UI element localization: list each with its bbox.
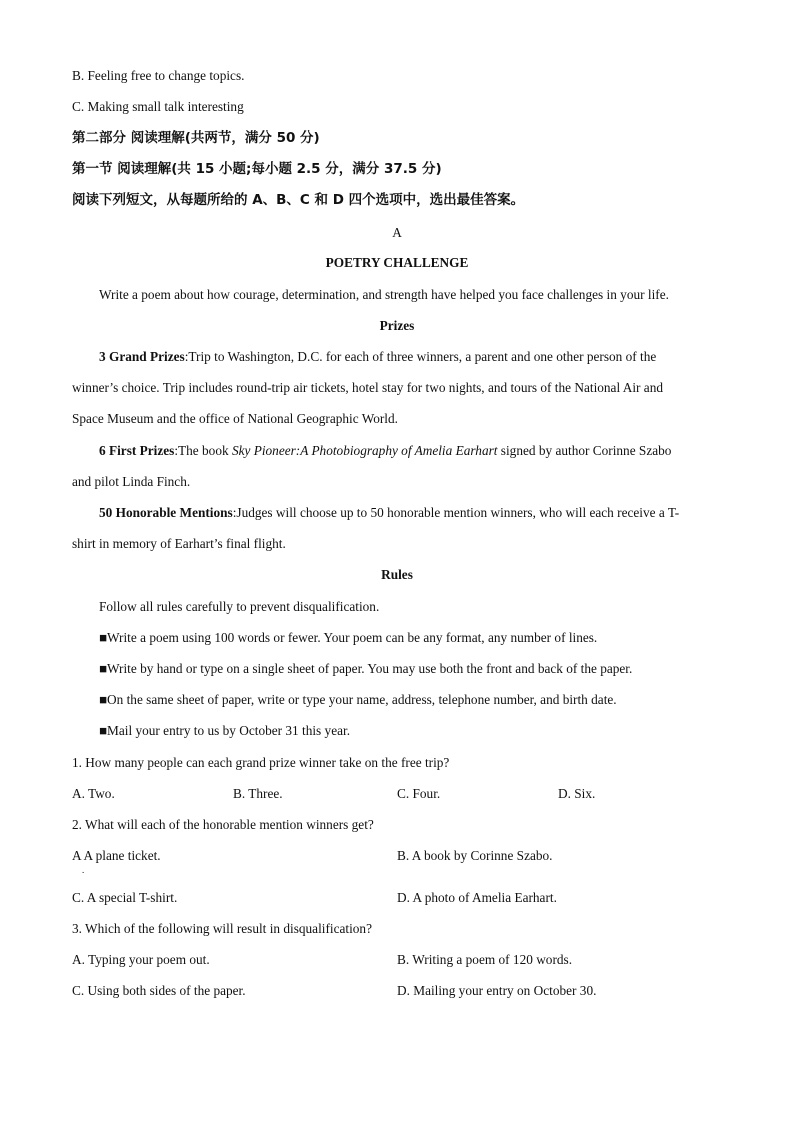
q1-option-c: C. Four. xyxy=(397,786,441,801)
honorable-line1 xyxy=(99,504,679,522)
rule-item: ■Write a poem using 100 words or fewer. Your poem can be any format, any number of lines. xyxy=(99,630,598,645)
rule-item: ■Mail your entry to us by October 31 this year. xyxy=(99,723,351,738)
rules-intro: Follow all rules carefully to prevent disqualification. xyxy=(99,599,380,614)
grand-prize-label: 3 Grand Prizes xyxy=(99,349,185,364)
rule-item: ■Write by hand or type on a single sheet of paper. You may use both the front and back of the paper. xyxy=(99,661,633,676)
stray-mark: . xyxy=(82,865,85,875)
grand-prize-text: :Trip to Washington, D.C. for each of three winners, a parent and one other person of the xyxy=(184,349,657,364)
rule-item: ■On the same sheet of paper, write or type your name, address, telephone number, and birth date. xyxy=(99,692,617,707)
q1-option-b: B. Three. xyxy=(233,786,283,801)
question-1-stem: 1. How many people can each grand prize winner take on the free trip? xyxy=(72,755,450,770)
q3-option-b: B. Writing a poem of 120 words. xyxy=(397,952,573,967)
q1-option-d: D. Six. xyxy=(558,786,596,801)
part-heading: 第二部分 阅读理解(共两节，满分 50 分) xyxy=(72,130,320,146)
passage-title: POETRY CHALLENGE xyxy=(325,255,469,270)
q2-option-c: C. A special T-shirt. xyxy=(72,890,178,905)
section-heading: 第一节 阅读理解(共 15 小题;每小题 2.5 分，满分 37.5 分) xyxy=(72,161,442,177)
q3-option-a: A. Typing your poem out. xyxy=(72,952,210,967)
instruction: 阅读下列短文，从每题所给的 A、B、C 和 D 四个选项中，选出最佳答案。 xyxy=(72,192,525,208)
q3-option-c: C. Using both sides of the paper. xyxy=(72,983,246,998)
question-2-stem: 2. What will each of the honorable mention winners get? xyxy=(72,817,374,832)
honorable-line2: shirt in memory of Earhart’s final flight. xyxy=(72,536,286,551)
book-title: Sky Pioneer:A Photobiography of Amelia Earhart xyxy=(231,443,498,458)
first-prize-line1 xyxy=(99,442,671,460)
grand-prize-line3: Space Museum and the office of National Geographic World. xyxy=(72,411,398,426)
prev-option-c: C. Making small talk interesting xyxy=(72,99,244,114)
honorable-text: :Judges will choose up to 50 honorable mention winners, who will each receive a T- xyxy=(232,505,680,520)
prizes-heading: Prizes xyxy=(379,318,415,333)
q3-option-d: D. Mailing your entry on October 30. xyxy=(397,983,597,998)
q2-option-d: D. A photo of Amelia Earhart. xyxy=(397,890,557,905)
rules-heading: Rules xyxy=(381,567,413,582)
passage-letter: A xyxy=(392,225,402,240)
first-prize-post: signed by author Corinne Szabo xyxy=(497,443,672,458)
q2-option-a: A A plane ticket. xyxy=(72,848,161,863)
grand-prize-line2: winner’s choice. Trip includes round-trip air tickets, hotel stay for two nights, and tours of the National Air and xyxy=(72,380,663,395)
honorable-label: 50 Honorable Mentions xyxy=(99,505,233,520)
grand-prize-line1 xyxy=(99,348,656,366)
first-prize-label: 6 First Prizes xyxy=(99,443,175,458)
q1-option-a: A. Two. xyxy=(72,786,115,801)
passage-intro: Write a poem about how courage, determination, and strength have helped you face challenges in your life. xyxy=(99,287,669,302)
question-3-stem: 3. Which of the following will result in disqualification? xyxy=(72,921,372,936)
first-prize-line2: and pilot Linda Finch. xyxy=(72,474,191,489)
prev-option-b: B. Feeling free to change topics. xyxy=(72,68,245,83)
q2-option-b: B. A book by Corinne Szabo. xyxy=(397,848,553,863)
first-prize-pre: :The book xyxy=(174,443,232,458)
